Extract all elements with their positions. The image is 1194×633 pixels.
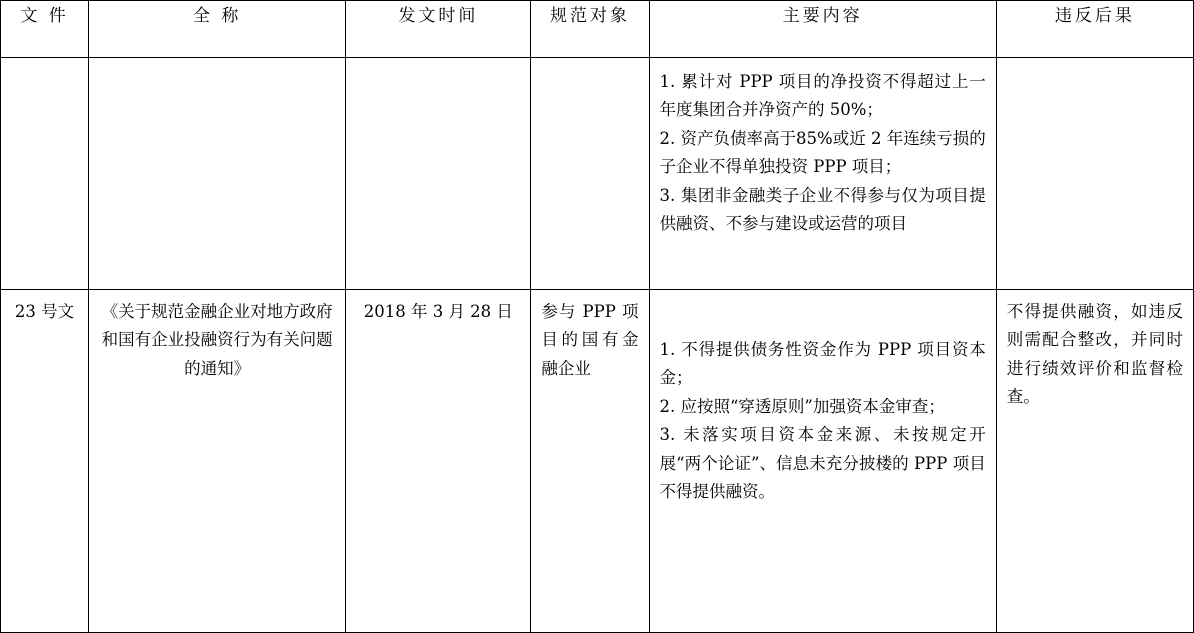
cell-violation-result-text: 不得提供融资，如违反则需配合整改，并同时进行绩效评价和监督检查。 bbox=[1006, 302, 1183, 407]
cell-regulated-object bbox=[531, 290, 649, 633]
cell-regulated-object-text bbox=[531, 58, 648, 74]
cell-file-text: 23 号文 bbox=[14, 302, 75, 321]
column-header-file: 文 件 bbox=[1, 1, 89, 58]
cell-main-content-list bbox=[650, 58, 996, 246]
cell-full-name-text: 《关于规范金融企业对地方政府和国有企业投融资行为有关问题的通知》 bbox=[101, 302, 333, 378]
cell-issue-date bbox=[346, 58, 531, 290]
content-item: 2. 资产负债率高于85%或近 2 年连续亏损的子企业不得单独投资 PPP 项目； bbox=[659, 128, 986, 177]
cell-regulated-object-text: 参与 PPP 项目的国有金融企业 bbox=[541, 302, 639, 378]
content-item: 3. 集团非金融类子企业不得参与仅为项目提供融资、不参与建设或运营的项目 bbox=[659, 185, 986, 233]
cell-violation-result bbox=[996, 58, 1193, 290]
content-item: 1. 累计对 PPP 项目的净投资不得超过上一年度集团合并净资产的 50%； bbox=[659, 72, 986, 120]
cell-full-name bbox=[89, 290, 346, 633]
table-row bbox=[1, 58, 1194, 290]
column-header-regulated-object: 规范对象 bbox=[531, 1, 649, 58]
cell-issue-date-text: 2018 年 3 月 28 日 bbox=[363, 302, 513, 321]
cell-file bbox=[1, 58, 89, 290]
column-header-full-name: 全 称 bbox=[89, 1, 346, 58]
cell-file-text bbox=[1, 58, 88, 74]
cell-regulated-object bbox=[531, 58, 649, 290]
column-header-violation-result: 违反后果 bbox=[996, 1, 1193, 58]
table-row bbox=[1, 290, 1194, 633]
cell-file bbox=[1, 290, 89, 633]
column-header-main-content: 主要内容 bbox=[649, 1, 996, 58]
cell-issue-date-text bbox=[346, 58, 530, 74]
cell-full-name bbox=[89, 58, 346, 290]
cell-main-content bbox=[649, 58, 996, 290]
cell-main-content-list bbox=[650, 290, 996, 514]
cell-violation-result bbox=[996, 290, 1193, 633]
content-item: 3. 未落实项目资本金来源、未按规定开展“两个论证”、信息未充分披楼的 PPP 项目不得提供融资。 bbox=[659, 425, 986, 501]
column-header-issue-date: 发文时间 bbox=[346, 1, 531, 58]
cell-full-name-text bbox=[89, 58, 345, 74]
content-item: 2. 应按照“穿透原则”加强资本金审查； bbox=[659, 396, 945, 416]
cell-main-content bbox=[649, 290, 996, 633]
cell-violation-result-text bbox=[997, 58, 1193, 74]
content-item: 1. 不得提供债务性资金作为 PPP 项目资本金； bbox=[659, 340, 986, 388]
table-header-row bbox=[1, 1, 1194, 58]
cell-issue-date bbox=[346, 290, 531, 633]
